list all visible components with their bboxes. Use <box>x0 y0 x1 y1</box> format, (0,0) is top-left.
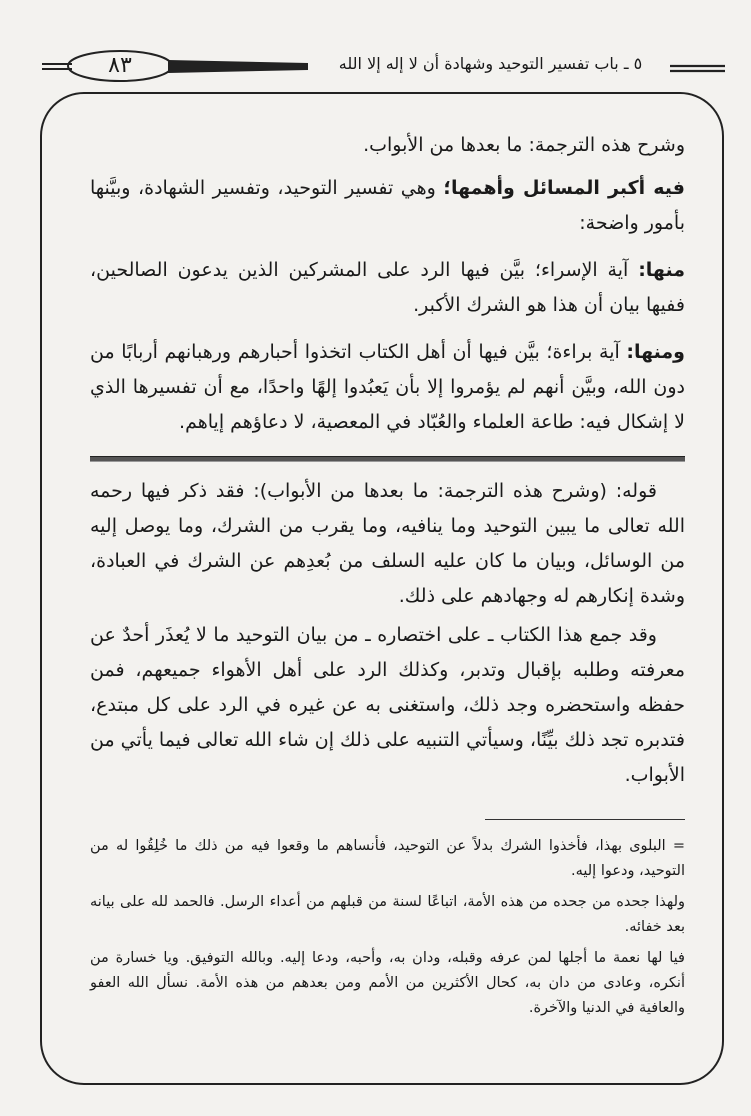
running-title: ٥ ـ باب تفسير التوحيد وشهادة أن لا إله إلا الله <box>338 54 643 73</box>
footnote-paragraph: = البلوى بهذا، فأخذوا الشرك بدلاً عن التوحيد، فأنساهم ما وقعوا فيه من ذلك ما خُلِقُوا له من التوحيد، ودعوا إليه. <box>90 838 685 879</box>
footnote-rule <box>485 819 685 820</box>
page-number: ٨٣ <box>108 53 132 78</box>
matn-paragraph <box>90 253 685 323</box>
matn-section <box>90 128 685 440</box>
paragraph-lead: ومنها: <box>626 341 685 363</box>
sharh-paragraph: وقد جمع هذا الكتاب ـ على اختصاره ـ من بيان التوحيد ما لا يُعذَر أحدٌ عن معرفته وطلبه بإقبال وتدبر، وكذلك الرد على أهل الأهواء جميعهم، فمن حفظه واستحضره وجد ذلك، واستغنى به عن غيره في الرد على كل مبتدع، فتدبره تجد ذلك بيِّنًا، وسيأتي التنبيه على ذلك إن شاء الله تعالى فيما يأتي من الأبواب. <box>90 624 685 786</box>
sharh-paragraph: قوله: (وشرح هذه الترجمة: ما بعدها من الأبواب): فقد ذكر فيها رحمه الله تعالى ما يبين التوحيد وما ينافيه، وما يقرب من الشرك، وما يوصل إليه من الوسائل، وبيان ما كان عليه السلف من بُعدِهم عن الشرك في العبادة، وشدة إنكارهم له وجهادهم على ذلك. <box>90 480 685 607</box>
paragraph-lead: منها: <box>638 259 685 281</box>
matn-paragraph: وشرح هذه الترجمة: ما بعدها من الأبواب. <box>363 134 685 156</box>
page-header <box>0 0 751 100</box>
paragraph-text: آية براءة؛ بيَّن فيها أن أهل الكتاب اتخذوا أحبارهم ورهبانهم أربابًا من دون الله، وبيَّن أنهم لم يؤمروا إلا بأن يَعبُدوا إلهًا واحدًا، مع أن تفسيرها الذي لا إشكال فيه: طاعة العلماء والعُبّاد في المعصية، لا دعاؤهم إياهم. <box>90 341 685 433</box>
paragraph-text: وهي تفسير التوحيد، وتفسير الشهادة، وبيَّنها بأمور واضحة: <box>90 177 685 234</box>
footnote-paragraph: ولهذا جحده من جحده من هذه الأمة، اتباعًا لسنة من قبلهم من أعداء الرسل. فالحمد لله على بيانه بعد خفائه. <box>90 894 685 935</box>
matn-paragraph <box>90 171 685 241</box>
section-divider <box>90 456 685 462</box>
page-content <box>90 128 685 1027</box>
footnotes <box>90 834 685 1021</box>
paragraph-text: آية الإسراء؛ بيَّن فيها الرد على المشركين الذين يدعون الصالحين، ففيها بيان أن هذا هو الشرك الأكبر. <box>90 259 685 316</box>
paragraph-lead: فيه أكبر المسائل وأهمها؛ <box>443 177 685 199</box>
footnote-paragraph: فيا لها نعمة ما أجلها لمن عرفه وقبله، ودان به، وأحبه، ودعا إليه. وبالله التوفيق. ويا خسارة من أنكره، وعادى من دان به، كحال الأكثرين من الأمم ومن بعدهم من هذه الأمة. نسأل الله العفو والعافية في الدنيا والآخرة. <box>90 950 685 1016</box>
sharh-section <box>90 474 685 793</box>
matn-paragraph <box>90 335 685 440</box>
